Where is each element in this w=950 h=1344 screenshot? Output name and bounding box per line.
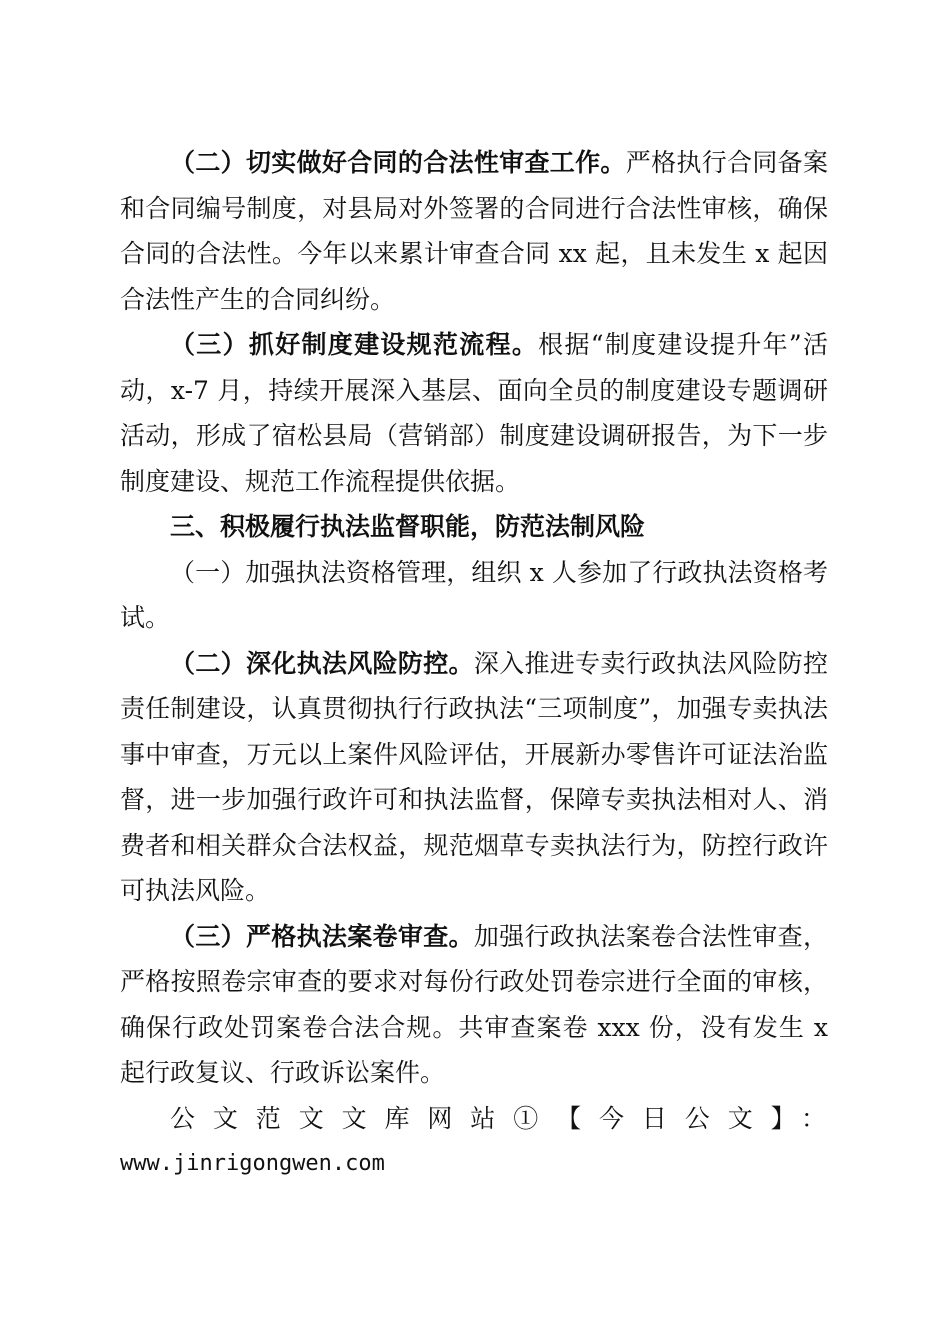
- paragraph-risk-control: [120, 641, 828, 914]
- paragraph-system-building: [120, 322, 828, 504]
- paragraph-contract-review: [120, 140, 828, 322]
- paragraph-lead: （三）抓好制度建设规范流程。: [170, 330, 539, 359]
- paragraph-body: 加强行政执法案卷合法性审查，严格按照卷宗审查的要求对每份行政处罚卷宗进行全面的审核，确保行政处罚案卷合法合规。共审查案卷 xxx 份，没有发生 x 起行政复议、行政诉讼案件。: [120, 921, 828, 1087]
- paragraph-lead: （三）严格执法案卷审查。: [170, 921, 474, 951]
- paragraph-lead: （二）深化执法风险防控。: [170, 648, 474, 678]
- section-heading: 三、积极履行执法监督职能，防范法制风险: [170, 512, 646, 541]
- paragraph-body: 加强执法资格管理，组织 x 人参加了行政执法资格考试。: [120, 557, 828, 632]
- footer-url-link[interactable]: www.jinrigongwen.com: [120, 1151, 385, 1176]
- paragraph-lead: （一）: [170, 557, 246, 587]
- paragraph-body: 根据“制度建设提升年”活动，x-7 月，持续开展深入基层、面向全员的制度建设专题调研活动，形成了宿松县局（营销部）制度建设调研报告，为下一步制度建设、规范工作流程提供依据。: [120, 330, 828, 496]
- paragraph-qualification: [120, 550, 828, 641]
- paragraph-body: 深入推进专卖行政执法风险防控责任制建设，认真贯彻执行行政执法“三项制度”，加强专卖执法事中审查，万元以上案件风险评估，开展新办零售许可证法治监督，进一步加强行政许可和执法监督，保障专卖执法相对人、消费者和相关群众合法权益，规范烟草专卖执法行为，防控行政许可执法风险。: [120, 648, 828, 905]
- paragraph-case-review: [120, 914, 828, 1096]
- paragraph-lead: （二）切实做好合同的合法性审查工作。: [170, 148, 626, 177]
- document-page: [120, 140, 828, 1187]
- footer-site-label: 公文范文文库网站①【今日公文】：: [170, 1103, 828, 1133]
- paragraph-body: 严格执行合同备案和合同编号制度，对县局对外签署的合同进行合法性审核，确保合同的合法性。今年以来累计审查合同 xx 起，且未发生 x 起因合法性产生的合同纠纷。: [120, 148, 828, 314]
